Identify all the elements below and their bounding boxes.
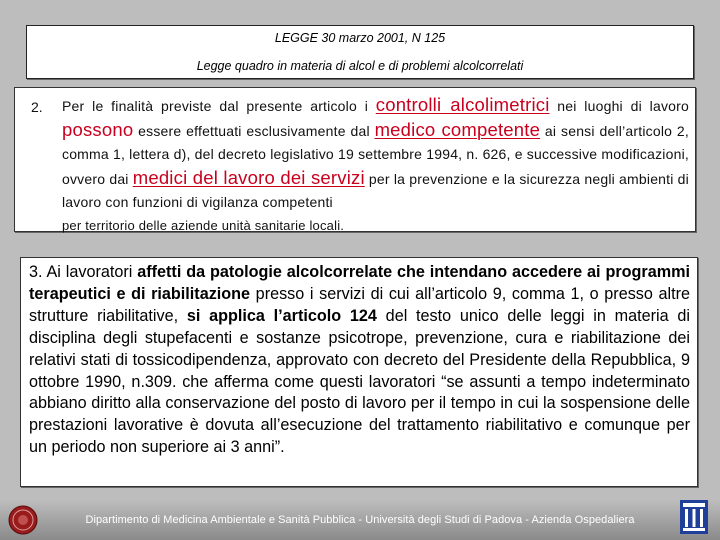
article-3-segment: 3. Ai lavoratori xyxy=(29,263,138,281)
highlight-medico-competente: medico competente xyxy=(374,119,541,140)
article-3-text xyxy=(29,262,690,459)
article-2-number: 2. xyxy=(31,99,43,115)
article-2-last-line: per territorio delle aziende unità sanitarie locali. xyxy=(62,218,345,233)
law-subtitle: Legge quadro in materia di alcol e di problemi alcolcorrelati xyxy=(196,59,524,73)
highlight-medici-del-lavoro: medici del lavoro dei servizi xyxy=(132,167,365,188)
article-2-segment: nei luoghi di lavoro xyxy=(549,98,689,114)
article-3-bold: affetti da patologie alcolcorrelate che intendano accedere ai programmi terapeutici e di riabilitazione xyxy=(29,263,690,303)
article-2-segment: per la prevenzione e la sicurezza negli ambienti di lavoro con funzioni di vigilanza competenti xyxy=(62,171,689,210)
highlight-controlli: controlli alcolimetrici xyxy=(375,94,550,115)
article-2-segment: ai sensi dell’articolo 2, comma 1, lettera d), del decreto legislativo 19 settembre 1994, n. 626, e successive modificazioni, ovvero dai xyxy=(62,123,689,187)
article-3-segment: del testo unico delle leggi in materia di disciplina degli stupefacenti e sostanze psicotrope, prevenzione, cura e riabilitazione dei relativi stati di tossicodipendenza, approvato con decreto del Presidente della Repubblica, 9 ottobre 1990, n.309. che afferma come questi lavoratori “se assunti a tempo indeterminato abbiano diritto alla conservazione del posto di lavoro per il tempo in cui la sospensione delle prestazioni lavorative è dovuta all’esecuzione del trattamento riabilitativo e comunque per un periodo non superiore ai 3 anni”. xyxy=(29,306,690,457)
highlight-possono: possono xyxy=(62,119,134,140)
article-2-box xyxy=(14,87,696,232)
law-title: LEGGE 30 marzo 2001, N 125 xyxy=(274,31,446,45)
title-box xyxy=(26,25,694,79)
footer-text: Dipartimento di Medicina Ambientale e Sanità Pubblica - Università degli Studi di Padova - Azienda Ospedaliera xyxy=(85,514,635,526)
hospital-logo-icon xyxy=(679,499,709,535)
article-3-segment: presso i servizi di cui all’articolo 9, comma 1, o presso altre strutture riabilitative, xyxy=(29,284,690,325)
article-2-segment: Per le finalità previste dal presente articolo i xyxy=(62,98,376,114)
article-3-bold: si applica l’articolo 124 xyxy=(186,306,377,325)
article-2-segment: essere effettuati esclusivamente dal xyxy=(133,123,375,139)
article-3-box xyxy=(20,257,698,487)
article-2-text xyxy=(62,93,689,237)
